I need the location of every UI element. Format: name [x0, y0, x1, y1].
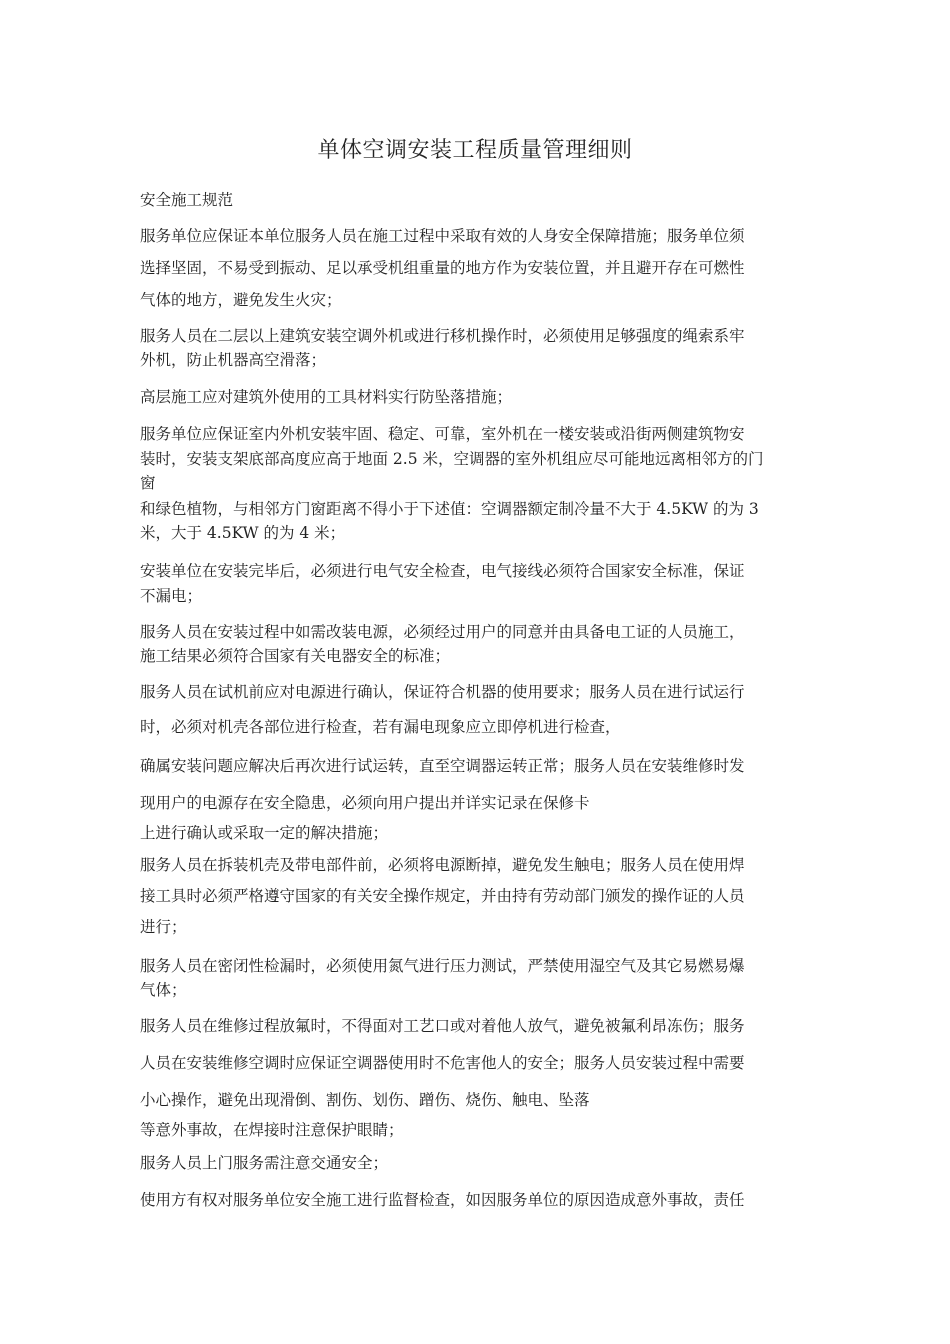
paragraph-line: 安装单位在安装完毕后，必须进行电气安全检查，电气接线必须符合国家安全标准，保证: [140, 562, 745, 580]
section-heading: 安全施工规范: [140, 191, 234, 209]
paragraph-line: 上进行确认或采取一定的解决措施；: [140, 824, 389, 842]
paragraph-line: 不漏电；: [140, 587, 203, 605]
paragraph-line: 和绿色植物，与相邻方门窗距离不得小于下述值：空调器额定制冷量不大于 4.5KW 的为 3: [140, 500, 759, 518]
paragraph-line: 装时，安装支架底部高度应高于地面 2.5 米，空调器的室外机组应尽可能地远离相邻方的门: [140, 450, 764, 468]
paragraph-line: 小心操作，避免出现滑倒、割伤、划伤、蹭伤、烧伤、触电、坠落: [140, 1091, 590, 1109]
paragraph-line: 服务人员在二层以上建筑安装空调外机或进行移机操作时，必须使用足够强度的绳索系牢: [140, 327, 745, 345]
paragraph-line: 现用户的电源存在安全隐患，必须向用户提出并详实记录在保修卡: [140, 794, 590, 812]
paragraph-line: 服务单位应保证本单位服务人员在施工过程中采取有效的人身安全保障措施；服务单位须: [140, 227, 745, 245]
paragraph-line: 选择坚固，不易受到振动、足以承受机组重量的地方作为安装位置，并且避开存在可燃性: [140, 259, 745, 277]
paragraph-line: 服务人员在安装过程中如需改装电源，必须经过用户的同意并由具备电工证的人员施工，: [140, 623, 745, 641]
paragraph-line: 使用方有权对服务单位安全施工进行监督检查，如因服务单位的原因造成意外事故，责任: [140, 1191, 745, 1209]
paragraph-line: 服务人员在试机前应对电源进行确认，保证符合机器的使用要求；服务人员在进行试运行: [140, 683, 745, 701]
paragraph-line: 外机，防止机器高空滑落；: [140, 351, 327, 369]
paragraph-line: 进行；: [140, 918, 187, 936]
paragraph-line: 施工结果必须符合国家有关电器安全的标准；: [140, 647, 451, 665]
paragraph-line: 服务人员上门服务需注意交通安全；: [140, 1154, 389, 1172]
paragraph-line: 时，必须对机壳各部位进行检查，若有漏电现象应立即停机进行检查，: [140, 718, 621, 736]
paragraph-line: 窗: [140, 474, 156, 492]
paragraph-line: 气体；: [140, 981, 187, 999]
paragraph-line: 气体的地方，避免发生火灾；: [140, 291, 342, 309]
paragraph-line: 服务人员在拆装机壳及带电部件前，必须将电源断掉，避免发生触电；服务人员在使用焊: [140, 856, 745, 874]
document-title: 单体空调安装工程质量管理细则: [317, 138, 633, 163]
paragraph-line: 服务人员在密闭性检漏时，必须使用氮气进行压力测试，严禁使用湿空气及其它易燃易爆: [140, 957, 745, 975]
paragraph-line: 接工具时必须严格遵守国家的有关安全操作规定，并由持有劳动部门颁发的操作证的人员: [140, 887, 745, 905]
paragraph-line: 服务人员在维修过程放氟时，不得面对工艺口或对着他人放气，避免被氟利昂冻伤；服务: [140, 1017, 745, 1035]
paragraph-line: 等意外事故，在焊接时注意保护眼睛；: [140, 1121, 404, 1139]
paragraph-line: 米，大于 4.5KW 的为 4 米；: [140, 524, 346, 542]
paragraph-line: 高层施工应对建筑外使用的工具材料实行防坠落措施；: [140, 388, 513, 406]
paragraph-line: 确属安装问题应解决后再次进行试运转，直至空调器运转正常；服务人员在安装维修时发: [140, 757, 745, 775]
paragraph-line: 人员在安装维修空调时应保证空调器使用时不危害他人的安全；服务人员安装过程中需要: [140, 1054, 745, 1072]
paragraph-line: 服务单位应保证室内外机安装牢固、稳定、可靠，室外机在一楼安装或沿街两侧建筑物安: [140, 425, 745, 443]
